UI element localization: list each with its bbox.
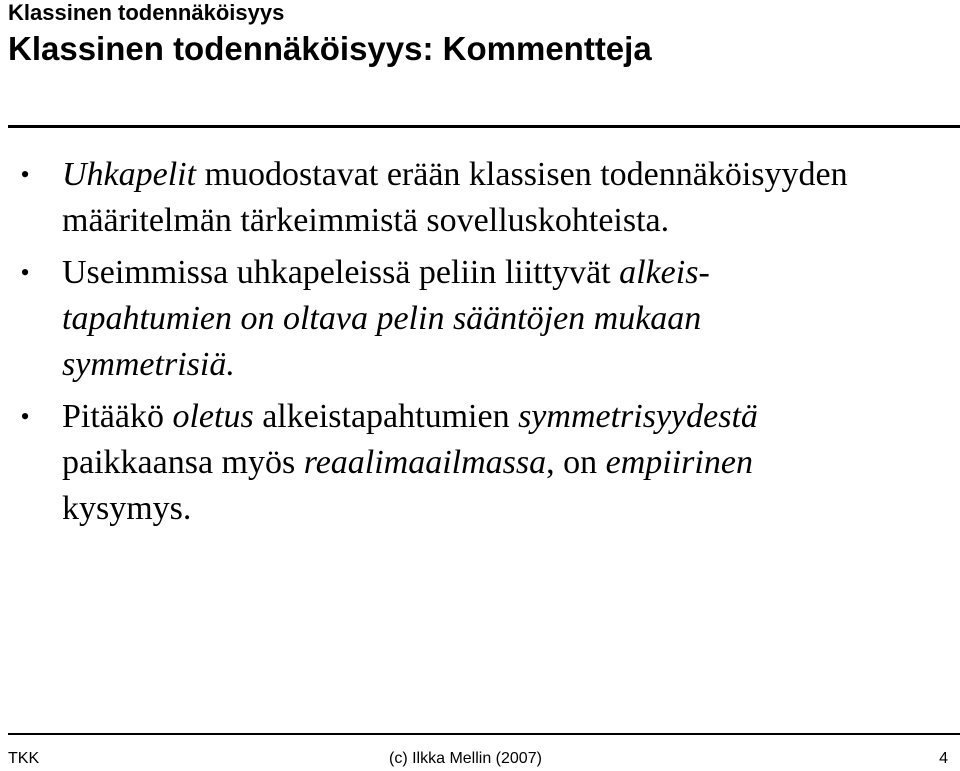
section-header: Klassinen todennäköisyys xyxy=(8,0,285,25)
footer-copyright: (c) Ilkka Mellin (2007) xyxy=(389,750,542,767)
bullet-line xyxy=(62,394,960,440)
text-run: paikkaansa myös xyxy=(62,444,304,481)
bullet-item xyxy=(0,152,960,244)
text-run: alkeistapahtumien xyxy=(253,398,519,435)
bullet-list xyxy=(0,152,960,538)
bullet-dot-icon: • xyxy=(20,160,30,189)
bullet-line xyxy=(62,250,960,296)
bullet-line xyxy=(62,152,960,198)
text-run: määritelmän tärkeimmistä sovelluskohteista. xyxy=(62,202,670,239)
page-number: 4 xyxy=(939,750,948,767)
bullet-item xyxy=(0,250,960,388)
bullet-dot-icon: • xyxy=(20,402,30,431)
bullet-dot-icon: • xyxy=(20,258,30,287)
title-divider xyxy=(8,125,960,128)
text-run: symmetrisiä. xyxy=(62,346,235,383)
bullet-line xyxy=(62,296,960,342)
text-run: Pitääkö xyxy=(62,398,173,435)
text-run: muodostavat erään klassisen todennäköisyyden xyxy=(196,156,848,193)
bullet-item xyxy=(0,394,960,532)
text-run: alkeis- xyxy=(619,254,710,291)
footer-institution: TKK xyxy=(8,750,40,767)
text-run: , on xyxy=(546,444,606,481)
bullet-line xyxy=(62,198,960,244)
slide-title: Klassinen todennäköisyys: Kommentteja xyxy=(8,30,652,67)
text-run: Useimmissa uhkapeleissä peliin liittyvät xyxy=(62,254,620,291)
text-run: kysymys. xyxy=(62,490,192,527)
text-run: empiirinen xyxy=(605,444,753,481)
text-run: tapahtumien on oltava pelin sääntöjen mukaan xyxy=(62,300,702,337)
text-run: reaalimaailmassa xyxy=(303,444,547,481)
text-run: Uhkapelit xyxy=(62,156,197,193)
bullet-line xyxy=(62,440,960,486)
footer-divider xyxy=(8,733,960,735)
bullet-line xyxy=(62,486,960,532)
text-run: symmetrisyydestä xyxy=(518,398,758,435)
bullet-line xyxy=(62,342,960,388)
text-run: oletus xyxy=(172,398,254,435)
